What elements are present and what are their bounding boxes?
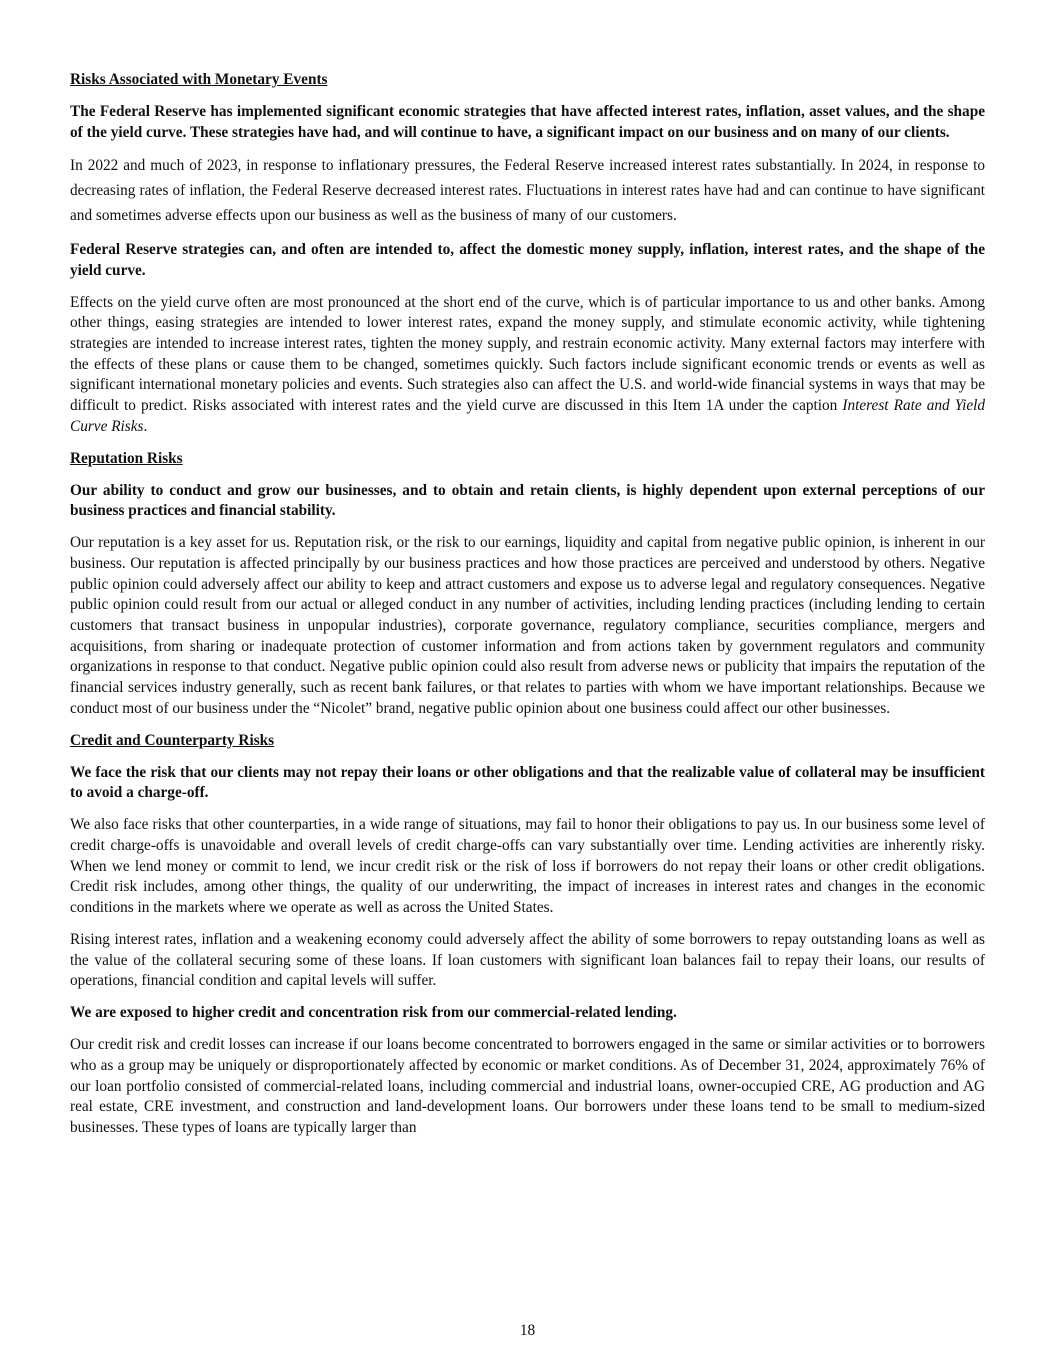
paragraph-counterparties: We also face risks that other counterparties, in a wide range of situations, may fail to honor their obligations to pay us. In our business some level of credit charge-offs is unavoidable and overall levels of credit charge-offs can vary substantially over time. Lending activities are inherently risky. When we lend money or commit to lend, we incur credit risk or the risk of loss if borrowers do not repay their loans or other credit obligations. Credit risk includes, among other things, the quality of our underwriting, the impact of increases in interest rates and changes in the economic conditions in the markets where we operate as well as across the United States. bbox=[70, 816, 985, 917]
document-page bbox=[70, 70, 985, 1150]
section-heading-reputation: Reputation Risks bbox=[70, 449, 183, 467]
risk-statement-money-supply: Federal Reserve strategies can, and often are intended to, affect the domestic money supply, inflation, interest rates, and the shape of the yield curve. bbox=[70, 241, 985, 279]
section-heading-credit: Credit and Counterparty Risks bbox=[70, 731, 275, 749]
paragraph-concentration: Our credit risk and credit losses can increase if our loans become concentrated to borrowers engaged in the same or similar activities or to borrowers who as a group may be uniquely or disproportionately affected by economic or market conditions. As of December 31, 2024, approximately 76% of our loan portfolio consisted of commercial-related loans, including commercial and industrial loans, owner-occupied CRE, AG production and AG real estate, CRE investment, and construction and land-development loans. Our borrowers under these loans tend to be small to medium-sized businesses. These types of loans are typically larger than bbox=[70, 1036, 985, 1136]
paragraph-reputation: Our reputation is a key asset for us. Reputation risk, or the risk to our earnings, liquidity and capital from negative public opinion, is inherent in our business. Our reputation is affected principally by our business practices and how those practices are perceived and understood by others. Negative public opinion could adversely affect our ability to keep and attract customers and expose us to adverse legal and regulatory consequences. Negative public opinion could result from our actual or alleged conduct in any number of activities, including lending practices (including lending to certain customers that transact business in unpopular industries), corporate governance, regulatory compliance, securities compliance, mergers and acquisitions, from sharing or inadequate protection of customer information and from actions taken by government regulators and community organizations in response to that conduct. Negative public opinion could also result from adverse news or publicity that impairs the reputation of the financial services industry generally, such as recent bank failures, or that relates to parties with whom we have important relationships. Because we conduct most of our business under the “Nicolet” brand, negative public opinion about one business could affect our other businesses. bbox=[70, 534, 985, 717]
caption-reference: Interest Rate and Yield Curve Risks bbox=[70, 397, 986, 435]
paragraph-yield-curve-text: Effects on the yield curve often are most pronounced at the short end of the curve, which is of particular importance to us and other banks. Among other things, easing strategies are intended to lower interest rates, expand the money supply, and stimulate economic activity, while tightening strategies are intended to increase interest rates, tighten the money supply, and restrain economic activity. Many external factors may interfere with the effects of these plans or cause them to be changed, sometimes quickly. Such factors include significant economic trends or events as well as significant international monetary policies and events. Such strategies also can affect the U.S. and world-wide financial systems in ways that may be difficult to predict. Risks associated with interest rates and the yield curve are discussed in this Item 1A under the caption bbox=[70, 293, 985, 415]
risk-statement-federal-reserve: The Federal Reserve has implemented significant economic strategies that have affected interest rates, inflation, asset values, and the shape of the yield curve. These strategies have had, and will continue to have, a significant impact on our business and on many of our clients. bbox=[70, 102, 985, 141]
paragraph-interest-rate-history: In 2022 and much of 2023, in response to inflationary pressures, the Federal Reserve increased interest rates substantially. In 2024, in response to decreasing rates of inflation, the Federal Reserve decreased interest rates. Fluctuations in interest rates have had and can continue to have significant and sometimes adverse effects upon our business as well as the business of many of our customers. bbox=[70, 157, 985, 225]
section-heading-monetary-events: Risks Associated with Monetary Events bbox=[70, 71, 328, 88]
paragraph-yield-curve-tail: . bbox=[143, 417, 148, 435]
paragraph-yield-curve bbox=[70, 293, 985, 438]
page-number: 18 bbox=[519, 1322, 536, 1339]
paragraph-rising-rates: Rising interest rates, inflation and a weakening economy could adversely affect the ability of some borrowers to repay outstanding loans as well as the value of the collateral securing some of these loans. If loan customers with significant loan balances fail to repay their loans, our results of operations, financial condition and capital levels will suffer. bbox=[70, 930, 985, 990]
risk-statement-repayment: We face the risk that our clients may not repay their loans or other obligations and that the realizable value of collateral may be insufficient to avoid a charge-off. bbox=[70, 763, 985, 802]
risk-statement-reputation: Our ability to conduct and grow our businesses, and to obtain and retain clients, is highly dependent upon external perceptions of our business practices and financial stability. bbox=[70, 481, 985, 520]
risk-statement-concentration: We are exposed to higher credit and concentration risk from our commercial-related lending. bbox=[70, 1004, 677, 1022]
